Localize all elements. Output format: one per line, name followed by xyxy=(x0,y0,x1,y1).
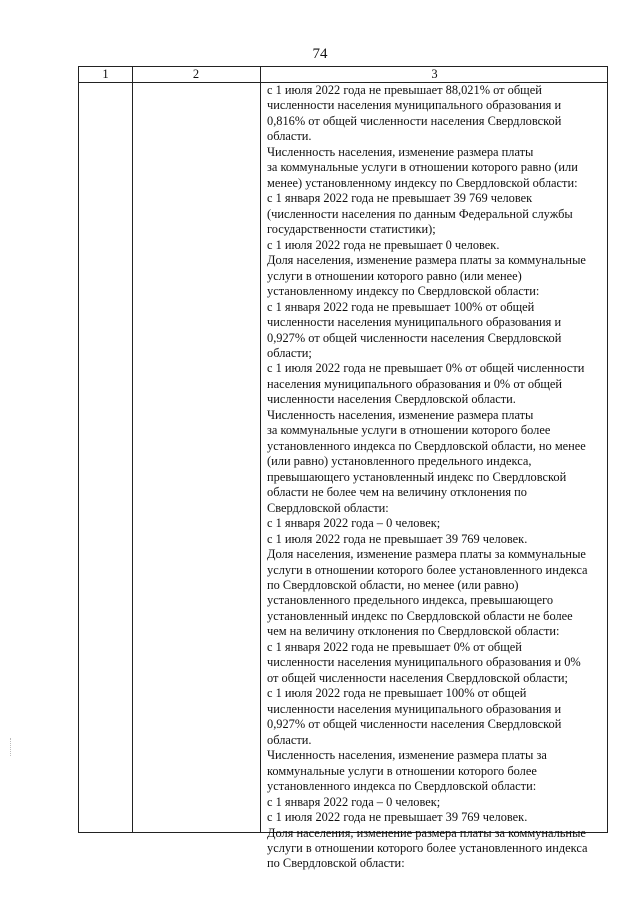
text-line: 0,816% от общей численности населения Свердловской xyxy=(267,113,562,128)
text-line: 0,927% от общей численности населения Свердловской xyxy=(267,330,562,345)
text-line: по Свердловской области, но менее (или равно) xyxy=(267,578,519,592)
text-line: установленный индекс по Свердловской области не более xyxy=(267,608,573,623)
text-line: с 1 января 2022 года – 0 человек; xyxy=(267,794,441,809)
column-3-text xyxy=(267,83,607,872)
text-line: области. xyxy=(267,732,312,747)
text-line: с 1 июля 2022 года не превышает 39 769 человек. xyxy=(267,810,528,825)
text-line: превышающего установленный индекс по Свердловской xyxy=(267,469,567,484)
text-line: менее) установленному индексу по Свердловской области: xyxy=(267,175,578,190)
text-line: с 1 июля 2022 года не превышает 88,021% от общей xyxy=(267,83,542,97)
text-line: 0,927% от общей численности населения Свердловской xyxy=(267,717,562,732)
text-line: населения муниципального образования и 0% от общей xyxy=(267,376,563,391)
scan-margin-mark xyxy=(10,738,17,756)
column-header-2: 2 xyxy=(192,67,200,81)
document-table xyxy=(78,66,608,871)
text-line: Численность населения, изменение размера платы xyxy=(267,144,534,159)
text-line: Численность населения, изменение размера платы xyxy=(267,407,534,422)
text-line: с 1 июля 2022 года не превышает 100% от общей xyxy=(267,686,527,701)
text-line: Доля населения, изменение размера платы за коммунальные xyxy=(267,825,586,840)
text-line: Численность населения, изменение размера платы за xyxy=(267,748,547,763)
text-line: (или равно) установленного предельного индекса, xyxy=(267,454,532,469)
column-header-3: 3 xyxy=(431,67,438,81)
text-line: численности населения Свердловской области. xyxy=(267,392,516,407)
column-divider-2 xyxy=(260,67,261,832)
text-line: установленного предельного индекса, превышающего xyxy=(267,593,554,608)
text-line: за коммунальные услуги в отношении которого равно (или xyxy=(267,160,578,175)
text-line: численности населения муниципального образования и xyxy=(267,98,562,113)
text-line: установленного индекса по Свердловской области, но менее xyxy=(267,438,586,453)
text-line: установленного индекса по Свердловской области: xyxy=(267,779,537,794)
column-header-1: 1 xyxy=(102,67,109,81)
text-line: численности населения муниципального образования и xyxy=(267,315,562,330)
table-header-row xyxy=(79,67,607,83)
text-line: Доля населения, изменение размера платы за коммунальные xyxy=(267,253,586,268)
text-line: с 1 января 2022 года не превышает 100% от общей xyxy=(267,299,535,314)
text-line: численности населения муниципального образования и 0% xyxy=(267,655,581,670)
text-line: от общей численности населения Свердловской области; xyxy=(267,670,568,685)
text-line: за коммунальные услуги в отношении которого более xyxy=(267,423,551,438)
text-line: Доля населения, изменение размера платы за коммунальные xyxy=(267,547,586,562)
text-line: Свердловской области: xyxy=(267,500,389,515)
text-line: услуги в отношении которого более установленного индекса xyxy=(267,562,588,577)
text-line: численности населения муниципального образования и xyxy=(267,701,562,716)
text-line: услуги в отношении которого более установленного индекса xyxy=(267,840,588,855)
page-number: 74 xyxy=(312,46,328,62)
text-line: с 1 июля 2022 года не превышает 39 769 человек. xyxy=(267,531,528,546)
text-line: государственности статистики); xyxy=(267,222,436,237)
column-divider-1 xyxy=(132,67,133,832)
text-line: чем на величину отклонения по Свердловской области: xyxy=(267,624,560,639)
text-line: установленному индексу по Свердловской области: xyxy=(267,284,540,299)
text-line: услуги в отношении которого равно (или менее) xyxy=(267,268,522,283)
text-line: области. xyxy=(267,129,312,144)
text-line: с 1 июля 2022 года не превышает 0 человек. xyxy=(267,237,500,252)
text-line: с 1 января 2022 года не превышает 0% от общей xyxy=(267,639,522,654)
text-line: области; xyxy=(267,345,312,360)
text-line: области не более чем на величину отклонения по xyxy=(267,485,527,500)
text-line: с 1 июля 2022 года не превышает 0% от общей численности xyxy=(267,361,585,376)
text-line: с 1 января 2022 года – 0 человек; xyxy=(267,516,441,531)
text-line: с 1 января 2022 года не превышает 39 769 человек xyxy=(267,191,533,206)
text-line: коммунальные услуги в отношении которого более xyxy=(267,763,537,778)
text-line: (численности населения по данным Федеральной службы xyxy=(267,206,573,221)
text-line: по Свердловской области: xyxy=(267,856,405,871)
